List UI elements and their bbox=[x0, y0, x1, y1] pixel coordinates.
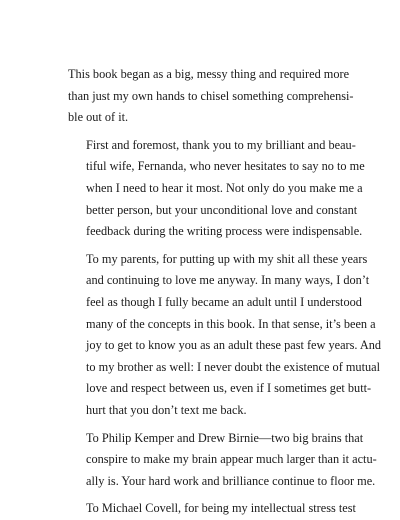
text-line: joy to get to know you as an adult these past few years. And bbox=[86, 338, 382, 353]
text-line: love and respect between us, even if I sometimes get butt- bbox=[86, 381, 372, 396]
text-line: hurt that you don’t text me back. bbox=[86, 402, 247, 417]
text-line: and continuing to love me anyway. In many ways, I don’t bbox=[86, 273, 370, 288]
text-line: First and foremost, thank you to my brilliant and beau- bbox=[86, 137, 356, 152]
text-line: ally is. Your hard work and brilliance continue to floor me. bbox=[86, 473, 376, 488]
text-line: ble out of it. bbox=[68, 110, 129, 125]
text-line: feel as though I fully became an adult until I understood bbox=[86, 294, 362, 309]
text-line: tiful wife, Fernanda, who never hesitates to say no to me bbox=[86, 159, 365, 174]
text-line: to my brother as well: I never doubt the existence of mutual bbox=[86, 359, 381, 374]
text-line: than just my own hands to chisel something comprehensi- bbox=[68, 88, 354, 103]
text-line: better person, but your unconditional love and constant bbox=[86, 202, 358, 217]
text-line: To Philip Kemper and Drew Birnie—two big brains that bbox=[86, 430, 364, 445]
paragraph-1 bbox=[68, 64, 354, 129]
acknowledgments-text bbox=[68, 64, 382, 520]
paragraph-3 bbox=[68, 249, 382, 422]
text-line: when I need to hear it most. Not only do you make me a bbox=[86, 180, 363, 195]
text-line: To Michael Covell, for being my intellectual stress test bbox=[86, 501, 356, 516]
text-line: This book began as a big, messy thing and required more bbox=[68, 67, 350, 81]
text-line: many of the concepts in this book. In that sense, it’s been a bbox=[86, 316, 376, 331]
text-line: conspire to make my brain appear much larger than it actu- bbox=[86, 452, 377, 467]
paragraph-4 bbox=[68, 428, 377, 493]
paragraph-5 bbox=[68, 498, 356, 520]
text-line: feedback during the writing process were indispensable. bbox=[86, 224, 363, 239]
text-line: To my parents, for putting up with my shit all these years bbox=[86, 251, 368, 266]
paragraph-2 bbox=[68, 135, 365, 243]
